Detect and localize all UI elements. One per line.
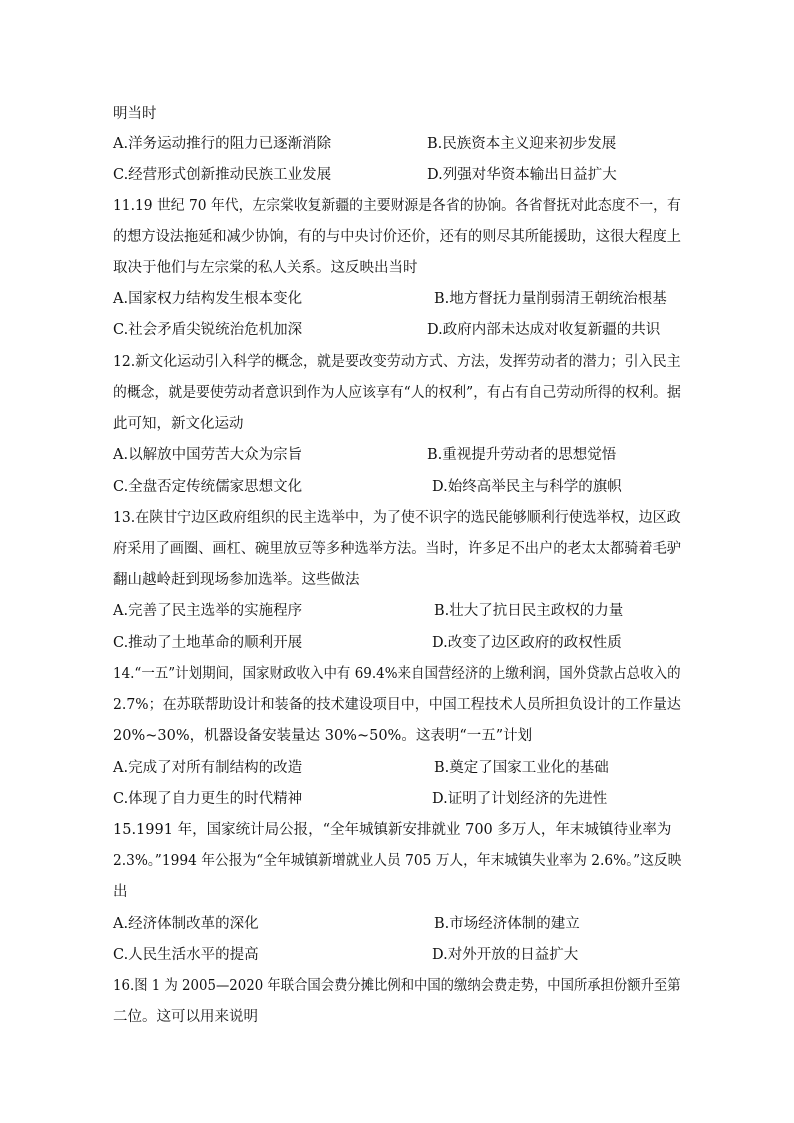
- q13-stem-line-2: 府采用了画圈、画杠、碗里放豆等多种选举方法。当时，许多足不出户的老太太都骑着毛驴: [113, 541, 681, 557]
- q10-option-c: C.经营形式创新推动民族工业发展: [113, 167, 332, 183]
- q14-stem-line-2: 2.7%；在苏联帮助设计和装备的技术建设项目中，中国工程技术人员所担负设计的工作量达: [113, 697, 681, 713]
- q12-option-b: B.重视提升劳动者的思想觉悟: [427, 447, 617, 463]
- q14-stem-line-3: 20%~30%，机器设备安装量达 30%~50%。这表明“一五”计划: [113, 728, 533, 744]
- q11-option-b: B.地方督抚力量削弱清王朝统治根基: [434, 291, 667, 307]
- q13-option-c: C.推动了土地革命的顺利开展: [113, 635, 303, 651]
- q15-stem-line-2: 2.3%。”1994 年公报为“全年城镇新增就业人员 705 万人，年末城镇失业率为 2.6%。”这反映: [113, 853, 682, 869]
- q15-stem-line-1: 15.1991 年，国家统计局公报，“全年城镇新安排就业 700 多万人，年末城镇待业率为: [113, 822, 672, 838]
- q14-stem-line-1: 14.“一五”计划期间，国家财政收入中有 69.4%来自国营经济的上缴利润，国外贷款占总收入的: [113, 666, 681, 682]
- q14-option-c: C.体现了自力更生的时代精神: [113, 791, 303, 807]
- q10-option-d: D.列强对华资本输出日益扩大: [427, 167, 617, 183]
- q15-option-a: A.经济体制改革的深化: [113, 916, 259, 932]
- q11-option-d: D.政府内部未达成对收复新疆的共识: [427, 322, 661, 338]
- q11-stem-line-1: 11.19 世纪 70 年代，左宗棠收复新疆的主要财源是各省的协饷。各省督抚对此态度不一，有: [113, 198, 681, 214]
- q10-stem-tail: 明当时: [113, 106, 157, 122]
- q11-option-c: C.社会矛盾尖锐统治危机加深: [113, 322, 303, 338]
- q13-option-d: D.改变了边区政府的政权性质: [432, 635, 622, 651]
- q12-stem-line-2: 的概念，就是要使劳动者意识到作为人应该享有“人的权利”，有占有自己劳动所得的权利。据: [113, 385, 681, 401]
- q14-option-a: A.完成了对所有制结构的改造: [113, 760, 303, 776]
- q14-option-b: B.奠定了国家工业化的基础: [434, 760, 609, 776]
- q12-option-a: A.以解放中国劳苦大众为宗旨: [113, 447, 303, 463]
- q15-stem-line-3: 出: [113, 884, 128, 900]
- q11-option-a: A.国家权力结构发生根本变化: [113, 291, 303, 307]
- q13-option-a: A.完善了民主选举的实施程序: [113, 603, 303, 619]
- q13-stem-line-3: 翻山越岭赶到现场参加选举。这些做法: [113, 572, 360, 588]
- q13-option-b: B.壮大了抗日民主政权的力量: [434, 603, 624, 619]
- q12-stem-line-1: 12.新文化运动引入科学的概念，就是要改变劳动方式、方法，发挥劳动者的潜力；引入民主: [113, 354, 681, 370]
- q10-option-a: A.洋务运动推行的阻力已逐渐消除: [113, 136, 332, 152]
- q10-option-b: B.民族资本主义迎来初步发展: [427, 136, 617, 152]
- q15-option-c: C.人民生活水平的提高: [113, 947, 259, 963]
- q15-option-b: B.市场经济体制的建立: [434, 916, 580, 932]
- q14-option-d: D.证明了计划经济的先进性: [432, 791, 608, 807]
- q12-option-d: D.始终高举民主与科学的旗帜: [432, 479, 622, 495]
- q12-option-c: C.全盘否定传统儒家思想文化: [113, 479, 303, 495]
- q12-stem-line-3: 此可知，新文化运动: [113, 416, 244, 432]
- q11-stem-line-3: 取决于他们与左宗棠的私人关系。这反映出当时: [113, 260, 418, 276]
- q16-stem-line-2: 二位。这可以用来说明: [113, 1009, 258, 1025]
- q15-option-d: D.对外开放的日益扩大: [432, 947, 579, 963]
- q13-stem-line-1: 13.在陕甘宁边区政府组织的民主选举中，为了使不识字的选民能够顺利行使选举权，边区政: [113, 510, 681, 526]
- q16-stem-line-1: 16.图 1 为 2005—2020 年联合国会费分摊比例和中国的缴纳会费走势，中国所承担份额升至第: [113, 978, 681, 994]
- q11-stem-line-2: 的想方设法拖延和减少协饷，有的与中央讨价还价，还有的则尽其所能援助，这很大程度上: [113, 229, 681, 245]
